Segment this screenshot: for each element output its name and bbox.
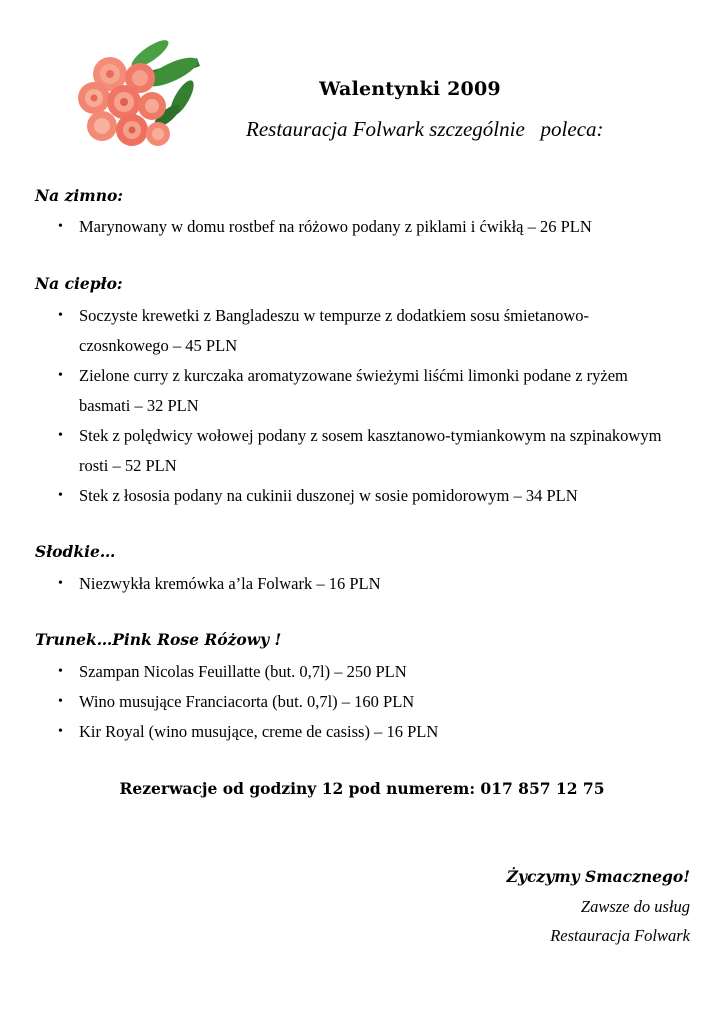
rose-bouquet-icon bbox=[22, 36, 204, 160]
list-item-text: Kir Royal (wino musujące, creme de casiss) – 16 PLN bbox=[79, 722, 439, 741]
list-dessert bbox=[58, 569, 668, 599]
list-item bbox=[58, 717, 668, 747]
list-item-text: Marynowany w domu rostbef na różowo podany z piklami i ćwikłą – 26 PLN bbox=[79, 217, 592, 236]
list-item-text: Soczyste krewetki z Bangladeszu w tempurze z dodatkiem sosu śmietanowo-czosnkowego – 45 PLN bbox=[79, 306, 589, 355]
list-item bbox=[58, 657, 668, 687]
closing-service: Zawsze do usług bbox=[580, 897, 690, 916]
list-item-text: Wino musujące Franciacorta (but. 0,7l) – 160 PLN bbox=[79, 692, 415, 711]
list-item-text: Stek z łososia podany na cukinii duszonej w sosie pomidorowym – 34 PLN bbox=[79, 486, 578, 505]
section-title-drinks: Trunek…Pink Rose Różowy ! bbox=[35, 630, 282, 649]
bullet-icon: • bbox=[58, 724, 63, 739]
page-title: Walentynki 2009 bbox=[319, 78, 501, 100]
bullet-icon: • bbox=[58, 219, 63, 234]
bullet-icon: • bbox=[58, 368, 63, 383]
closing-signature: Restauracja Folwark bbox=[550, 926, 690, 945]
list-item bbox=[58, 569, 668, 599]
list-item-text: Niezwykła kremówka a’la Folwark – 16 PLN bbox=[79, 574, 381, 593]
list-item bbox=[58, 361, 668, 421]
bullet-icon: • bbox=[58, 694, 63, 709]
list-item-text: Stek z polędwicy wołowej podany z sosem kasztanowo-tymiankowym na szpinakowym rosti – 52 PLN bbox=[79, 426, 662, 475]
list-item-text: Szampan Nicolas Feuillatte (but. 0,7l) – 250 PLN bbox=[79, 662, 407, 681]
section-title-cold: Na zimno: bbox=[35, 186, 124, 205]
list-drinks bbox=[58, 657, 668, 747]
closing-wish: Życzymy Smacznego! bbox=[506, 867, 690, 886]
section-title-hot: Na ciepło: bbox=[35, 274, 123, 293]
list-item bbox=[58, 421, 668, 481]
list-item bbox=[58, 301, 668, 361]
bullet-icon: • bbox=[58, 428, 63, 443]
list-item bbox=[58, 212, 668, 242]
list-hot bbox=[58, 301, 668, 511]
page-subtitle: Restauracja Folwark szczególnie poleca: bbox=[246, 117, 604, 141]
list-item bbox=[58, 481, 668, 511]
reservation-info: Rezerwacje od godziny 12 pod numerem: 017 857 12 75 bbox=[119, 779, 605, 798]
bullet-icon: • bbox=[58, 576, 63, 591]
list-cold bbox=[58, 212, 668, 242]
section-title-dessert: Słodkie… bbox=[35, 542, 116, 561]
bullet-icon: • bbox=[58, 488, 63, 503]
bullet-icon: • bbox=[58, 308, 63, 323]
list-item bbox=[58, 687, 668, 717]
list-item-text: Zielone curry z kurczaka aromatyzowane świeżymi liśćmi limonki podane z ryżem basmati – 32 PLN bbox=[79, 366, 628, 415]
bullet-icon: • bbox=[58, 664, 63, 679]
